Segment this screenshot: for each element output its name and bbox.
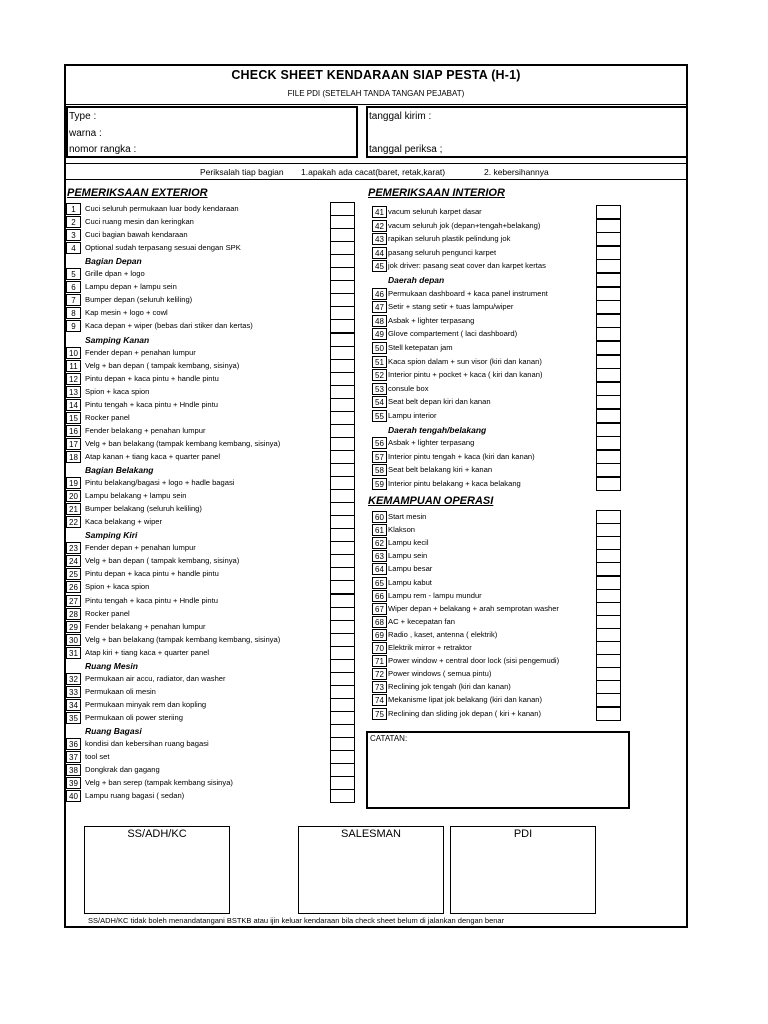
subsection-heading: Ruang Mesin <box>85 660 138 671</box>
checkbox[interactable] <box>330 698 355 712</box>
item-number: 8 <box>66 307 81 319</box>
item-number: 34 <box>66 699 81 711</box>
subsection-heading: Bagian Belakang <box>85 465 154 475</box>
item-number: 3 <box>66 229 81 241</box>
checkbox[interactable] <box>596 549 621 563</box>
divider <box>66 104 686 105</box>
item-description: Lampu interior <box>388 411 437 420</box>
checkbox[interactable] <box>330 280 355 294</box>
item-number: 4 <box>66 242 81 254</box>
checkbox[interactable] <box>596 615 621 629</box>
page-subtitle: FILE PDI (SETELAH TANDA TANGAN PEJABAT) <box>287 89 465 98</box>
item-description: Velg + ban belakang (tampak kembang kembang, sisinya) <box>85 634 281 644</box>
item-number: 12 <box>66 373 81 385</box>
page-title: CHECK SHEET KENDARAAN SIAP PESTA (H-1) <box>231 68 521 82</box>
item-number: 21 <box>66 503 81 515</box>
checkbox[interactable] <box>596 436 621 450</box>
checkbox[interactable] <box>596 341 621 355</box>
item-description: Rocker panel <box>85 608 130 618</box>
item-description: Velg + ban depan ( tampak kembang, sisinya) <box>85 360 240 370</box>
checkbox[interactable] <box>330 633 355 647</box>
checkbox[interactable] <box>330 541 355 555</box>
item-number: 71 <box>372 655 387 667</box>
item-description: Power windows ( semua pintu) <box>388 669 492 679</box>
item-description: Bumper depan (seluruh keliling) <box>85 295 193 305</box>
checkbox[interactable] <box>596 368 621 382</box>
item-description: Glove compartement ( laci dashboard) <box>388 329 518 339</box>
item-description: Lampu kecil <box>388 538 429 548</box>
nomor-rangka-field[interactable]: nomor rangka : <box>69 144 137 155</box>
item-number: 41 <box>372 206 387 218</box>
checkbox[interactable] <box>330 554 355 568</box>
checkbox[interactable] <box>330 476 355 490</box>
checkbox[interactable] <box>596 273 621 287</box>
item-description: Atap kanan + tiang kaca + quarter panel <box>85 451 221 461</box>
item-description: rapikan seluruh plastik pelindung jok <box>388 234 511 244</box>
checkbox[interactable] <box>596 589 621 603</box>
item-description: AC + kecepatan fan <box>388 616 455 626</box>
item-description: Cuci ruang mesin dan keringkan <box>85 217 194 227</box>
date-info-box <box>366 106 688 158</box>
subsection-heading: Bagian Depan <box>85 256 142 267</box>
subsection-heading: Samping Kanan <box>85 334 150 345</box>
checkbox[interactable] <box>596 232 621 246</box>
item-description: Permukaan oli power steriing <box>85 712 183 722</box>
item-number: 5 <box>66 268 81 280</box>
checkbox[interactable] <box>330 515 355 529</box>
warna-field[interactable]: warna : <box>69 128 102 139</box>
item-number: 40 <box>66 790 81 802</box>
checkbox[interactable] <box>330 502 355 516</box>
item-description: Pintu depan + kaca pintu + handle pintu <box>85 373 219 383</box>
item-description: Reclining dan sliding jok depan ( kiri + kanan) <box>388 708 542 718</box>
checkbox[interactable] <box>596 409 621 423</box>
item-description: Velg + ban depan ( tampak kembang, sisinya) <box>85 556 240 566</box>
item-description: Lampu kabut <box>388 577 432 587</box>
signature-label-pdi: PDI <box>513 828 533 840</box>
item-description: Lampu belakang + lampu sein <box>85 491 187 501</box>
checkbox[interactable] <box>330 241 355 255</box>
checkbox[interactable] <box>596 523 621 537</box>
item-number: 60 <box>372 511 387 523</box>
signature-box-salesman[interactable] <box>298 826 444 914</box>
checkbox[interactable] <box>596 355 621 369</box>
item-number: 20 <box>66 490 81 502</box>
item-description: Wiper depan + belakang + arah semprotan washer <box>388 603 559 613</box>
checkbox[interactable] <box>596 576 621 590</box>
checkbox[interactable] <box>596 510 621 524</box>
item-number: 7 <box>66 294 81 306</box>
item-number: 27 <box>66 595 81 607</box>
checkbox[interactable] <box>330 385 355 399</box>
vehicle-info-box <box>66 106 358 158</box>
item-description: Pintu depan + kaca pintu + handle pintu <box>85 569 219 579</box>
item-description: Permukaan minyak rem dan kopling <box>85 699 207 709</box>
checkbox[interactable] <box>596 680 621 694</box>
tanggal-periksa-field[interactable]: tanggal periksa ; <box>369 144 443 155</box>
item-description: Velg + ban serep (tampak kembang sisinya) <box>85 778 233 788</box>
instruction-check: Periksalah tiap bagian <box>200 167 284 177</box>
checkbox[interactable] <box>330 620 355 634</box>
item-description: Start mesin <box>388 512 427 521</box>
item-number: 51 <box>372 356 387 368</box>
checkbox[interactable] <box>596 246 621 260</box>
item-number: 59 <box>372 478 387 490</box>
section-heading-interior: PEMERIKSAAN INTERIOR <box>368 187 505 199</box>
item-description: Lampu sein <box>388 551 428 561</box>
item-number: 6 <box>66 281 81 293</box>
checkbox[interactable] <box>330 411 355 425</box>
item-number: 37 <box>66 751 81 763</box>
item-number: 63 <box>372 550 387 562</box>
item-description: Reclining jok tengah (kiri dan kanan) <box>388 682 511 692</box>
checkbox[interactable] <box>596 382 621 396</box>
item-number: 53 <box>372 383 387 395</box>
checkbox[interactable] <box>596 314 621 328</box>
checkbox[interactable] <box>330 737 355 751</box>
item-number: 28 <box>66 608 81 620</box>
item-description: Pintu belakang/bagasi + logo + hadle bagasi <box>85 478 235 488</box>
item-description: Kap mesin + logo + cowl <box>85 308 168 318</box>
item-number: 31 <box>66 647 81 659</box>
item-description: Grille dpan + logo <box>85 269 145 279</box>
checkbox[interactable] <box>596 628 621 642</box>
item-number: 74 <box>372 694 387 706</box>
item-number: 49 <box>372 328 387 340</box>
item-number: 48 <box>372 315 387 327</box>
checkbox[interactable] <box>330 711 355 725</box>
checkbox[interactable] <box>330 789 355 803</box>
checkbox[interactable] <box>330 424 355 438</box>
item-number: 45 <box>372 260 387 272</box>
item-description: Lampu besar <box>388 564 433 574</box>
item-number: 50 <box>372 342 387 354</box>
item-description: Lampu depan + lampu sein <box>85 282 177 292</box>
item-description: Cuci bagian bawah kendaraan <box>85 230 188 240</box>
item-number: 47 <box>372 301 387 313</box>
item-number: 64 <box>372 563 387 575</box>
item-number: 54 <box>372 396 387 408</box>
item-description: Seat belt belakang kiri + kanan <box>388 465 493 475</box>
item-description: Spion + kaca spion <box>85 386 150 396</box>
item-description: tool set <box>85 752 110 762</box>
item-description: Permukaan dashboard + kaca panel instrument <box>388 288 548 298</box>
item-description: pasang seluruh pengunci karpet <box>388 247 497 257</box>
item-description: Rocker panel <box>85 412 130 422</box>
checkbox[interactable] <box>330 685 355 699</box>
checkbox[interactable] <box>330 202 355 216</box>
item-number: 1 <box>66 203 81 215</box>
item-number: 62 <box>372 537 387 549</box>
item-description: Kaca depan + wiper (bebas dari stiker dan kertas) <box>85 321 253 331</box>
subsection-heading: Daerah depan <box>388 275 445 285</box>
checkbox[interactable] <box>330 346 355 360</box>
checkbox[interactable] <box>330 398 355 412</box>
item-description: Kaca belakang + wiper <box>85 517 163 527</box>
item-number: 11 <box>66 360 81 372</box>
subsection-heading: Ruang Bagasi <box>85 726 142 736</box>
item-number: 29 <box>66 621 81 633</box>
checkbox[interactable] <box>596 562 621 576</box>
item-number: 36 <box>66 738 81 750</box>
checkbox[interactable] <box>330 763 355 777</box>
checkbox[interactable] <box>596 641 621 655</box>
checkbox[interactable] <box>330 646 355 660</box>
checkbox[interactable] <box>330 672 355 686</box>
footnote: SS/ADH/KC tidak boleh menandatangani BSTKB atau ijin keluar kendaraan bila check sheet belum di jalankan dengan benar <box>88 916 505 925</box>
item-number: 55 <box>372 410 387 422</box>
item-number: 17 <box>66 438 81 450</box>
checkbox[interactable] <box>330 567 355 581</box>
checkbox[interactable] <box>330 215 355 229</box>
item-number: 65 <box>372 577 387 589</box>
checkbox[interactable] <box>330 750 355 764</box>
item-number: 72 <box>372 668 387 680</box>
checkbox[interactable] <box>330 267 355 281</box>
item-number: 42 <box>372 220 387 232</box>
item-number: 44 <box>372 247 387 259</box>
item-number: 24 <box>66 555 81 567</box>
signature-box-ss[interactable] <box>84 826 230 914</box>
item-description: Klakson <box>388 525 416 535</box>
item-description: consule box <box>388 383 429 393</box>
type-field[interactable]: Type : <box>69 111 97 122</box>
item-number: 69 <box>372 629 387 641</box>
instruction-point-1: 1.apakah ada cacat(baret, retak,karat) <box>301 167 446 177</box>
subsection-heading: Daerah tengah/belakang <box>388 424 487 435</box>
item-description: Bumper belakang (seluruh keliling) <box>85 504 202 514</box>
checkbox[interactable] <box>596 602 621 616</box>
item-number: 38 <box>66 764 81 776</box>
checkbox[interactable] <box>596 395 621 409</box>
item-description: Interior pintu belakang + kaca belakang <box>388 479 521 488</box>
item-number: 56 <box>372 437 387 449</box>
item-description: Optional sudah terpasang sesuai dengan SPK <box>85 243 241 253</box>
checkbox[interactable] <box>330 724 355 738</box>
signature-label-ss: SS/ADH/KC <box>127 828 187 840</box>
item-number: 10 <box>66 347 81 359</box>
item-number: 32 <box>66 673 81 685</box>
checkbox[interactable] <box>330 254 355 268</box>
item-description: jok driver: pasang seat cover dan karpet kertas <box>388 261 546 271</box>
item-description: Asbak + lighter terpasang <box>388 438 475 448</box>
divider <box>66 163 686 164</box>
item-number: 18 <box>66 451 81 463</box>
item-description: Power window + central door lock (sisi pengemudi) <box>388 656 560 666</box>
item-description: Fender depan + penahan lumpur <box>85 543 196 553</box>
checkbox[interactable] <box>596 707 621 721</box>
item-description: Interior pintu + pocket + kaca ( kiri dan kanan) <box>388 370 543 380</box>
item-number: 9 <box>66 320 81 332</box>
checkbox[interactable] <box>596 654 621 668</box>
item-description: Atap kiri + tiang kaca + quarter panel <box>85 647 210 657</box>
checkbox[interactable] <box>330 372 355 386</box>
checkbox[interactable] <box>330 489 355 503</box>
checkbox[interactable] <box>596 205 621 219</box>
item-description: Lampu ruang bagasi ( sedan) <box>85 791 185 801</box>
item-number: 61 <box>372 524 387 536</box>
section-heading-operasi: KEMAMPUAN OPERASI <box>368 495 494 507</box>
item-description: Elektrik mirror + retraktor <box>388 643 472 652</box>
item-description: Dongkrak dan gagang <box>85 765 160 775</box>
item-description: Pintu tengah + kaca pintu + Hndle pintu <box>85 595 218 605</box>
item-number: 75 <box>372 708 387 720</box>
item-description: vacum seluruh karpet dasar <box>388 207 482 216</box>
item-number: 33 <box>66 686 81 698</box>
item-number: 39 <box>66 777 81 789</box>
checkbox[interactable] <box>596 259 621 273</box>
item-description: Permukaan oli mesin <box>85 686 156 696</box>
item-description: Velg + ban belakang (tampak kembang kembang, sisinya) <box>85 438 281 448</box>
item-description: Lampu rem - lampu mundur <box>388 590 482 600</box>
item-description: Setir + stang setir + tuas lampu/wiper <box>388 302 514 312</box>
signature-label-salesman: SALESMAN <box>341 828 401 840</box>
item-number: 16 <box>66 425 81 437</box>
item-description: Fender belakang + penahan lumpur <box>85 621 206 631</box>
item-number: 58 <box>372 464 387 476</box>
checkbox[interactable] <box>596 300 621 314</box>
item-number: 35 <box>66 712 81 724</box>
checkbox[interactable] <box>330 319 355 333</box>
item-number: 19 <box>66 477 81 489</box>
item-number: 67 <box>372 603 387 615</box>
checkbox[interactable] <box>596 463 621 477</box>
subsection-heading: Samping Kiri <box>85 530 138 541</box>
item-number: 26 <box>66 581 81 593</box>
item-number: 14 <box>66 399 81 411</box>
checkbox[interactable] <box>596 327 621 341</box>
item-number: 57 <box>372 451 387 463</box>
section-heading-exterior: PEMERIKSAAN EXTERIOR <box>67 187 208 199</box>
checkbox[interactable] <box>330 359 355 373</box>
item-number: 43 <box>372 233 387 245</box>
checkbox[interactable] <box>596 450 621 464</box>
item-description: Kaca spion dalam + sun visor (kiri dan kanan) <box>388 356 542 366</box>
checkbox[interactable] <box>596 477 621 491</box>
item-description: Permukaan air accu, radiator, dan washer <box>85 673 226 683</box>
item-description: kondisi dan kebersihan ruang bagasi <box>85 739 209 749</box>
item-number: 66 <box>372 590 387 602</box>
checkbox[interactable] <box>330 528 355 542</box>
item-description: Mekanisme lipat jok belakang (kiri dan kanan) <box>388 695 543 705</box>
item-number: 30 <box>66 634 81 646</box>
item-description: Cuci seluruh permukaan luar body kendaraan <box>85 204 239 213</box>
checkbox[interactable] <box>596 667 621 681</box>
item-number: 15 <box>66 412 81 424</box>
item-number: 22 <box>66 516 81 528</box>
check-sheet-frame <box>64 64 688 928</box>
checkbox[interactable] <box>330 776 355 790</box>
checkbox[interactable] <box>330 659 355 673</box>
catatan-box[interactable] <box>366 731 630 809</box>
checkbox[interactable] <box>596 423 621 437</box>
checkbox[interactable] <box>330 293 355 307</box>
checkbox[interactable] <box>596 219 621 233</box>
checkbox[interactable] <box>330 580 355 594</box>
checkbox[interactable] <box>330 463 355 477</box>
item-description: Asbak + lighter terpasang <box>388 315 475 325</box>
checkbox[interactable] <box>330 437 355 451</box>
item-description: Spion + kaca spion <box>85 582 150 592</box>
item-number: 46 <box>372 288 387 300</box>
catatan-label: CATATAN: <box>370 734 408 743</box>
item-number: 68 <box>372 616 387 628</box>
item-number: 23 <box>66 542 81 554</box>
checkbox[interactable] <box>596 693 621 707</box>
checkbox[interactable] <box>330 607 355 621</box>
item-description: Fender belakang + penahan lumpur <box>85 425 206 435</box>
checkbox[interactable] <box>330 228 355 242</box>
checkbox[interactable] <box>596 536 621 550</box>
checkbox[interactable] <box>330 306 355 320</box>
divider <box>66 179 686 180</box>
instruction-point-2: 2. kebersihannya <box>484 167 549 177</box>
item-number: 70 <box>372 642 387 654</box>
checkbox[interactable] <box>330 333 355 347</box>
item-number: 13 <box>66 386 81 398</box>
item-description: vacum seluruh jok (depan+tengah+belakang) <box>388 220 541 230</box>
item-description: Interior pintu tengah + kaca (kiri dan kanan) <box>388 451 535 461</box>
signature-box-pdi[interactable] <box>450 826 596 914</box>
checkbox[interactable] <box>330 594 355 608</box>
item-description: Radio , kaset, antenna ( elektrik) <box>388 629 498 639</box>
item-description: Stell ketepatan jam <box>388 343 453 352</box>
checkbox[interactable] <box>330 450 355 464</box>
item-number: 2 <box>66 216 81 228</box>
item-number: 73 <box>372 681 387 693</box>
checkbox[interactable] <box>596 287 621 301</box>
item-number: 52 <box>372 369 387 381</box>
instruction-row <box>66 166 686 179</box>
item-description: Pintu tengah + kaca pintu + Hndle pintu <box>85 399 218 409</box>
item-description: Seat belt depan kiri dan kanan <box>388 397 491 407</box>
item-description: Fender depan + penahan lumpur <box>85 347 196 357</box>
item-number: 25 <box>66 568 81 580</box>
tanggal-kirim-field[interactable]: tanggal kirim : <box>369 111 432 122</box>
